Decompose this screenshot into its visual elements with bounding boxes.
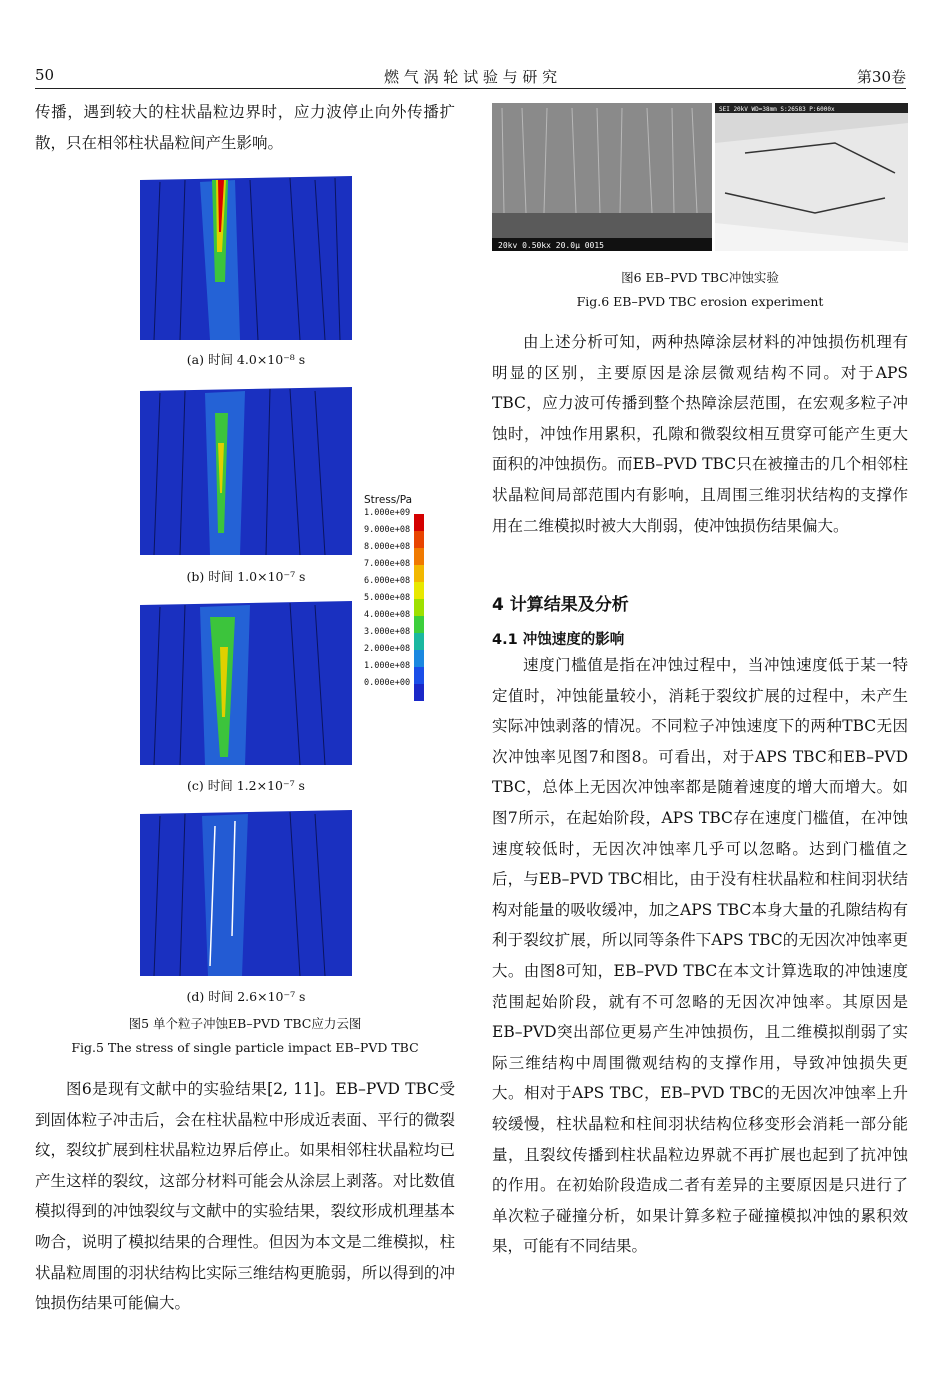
subcaption-a: (a) 时间 4.0×10⁻⁸ s (186, 352, 306, 367)
page-number: 50 (35, 66, 55, 84)
legend-swatch (414, 633, 424, 650)
subcaption-d: (d) 时间 2.6×10⁻⁷ s (186, 989, 306, 1004)
sem-right-label: SEI 20kV WD=38mm S:26583 P:6000x (719, 106, 835, 113)
legend-label: 6.000e+08 (364, 576, 411, 586)
legend-label: 1.000e+08 (364, 661, 411, 671)
legend-label: 5.000e+08 (364, 593, 411, 603)
legend-label: 1.000e+09 (364, 508, 411, 518)
fig5-caption-en: Fig.5 The stress of single particle impact EB–PVD TBC (71, 1040, 419, 1055)
legend-label: 3.000e+08 (364, 627, 411, 637)
legend-swatch (414, 548, 424, 565)
sem-image-right (715, 103, 908, 251)
legend-label: 0.000e+00 (364, 678, 411, 688)
legend-title: Stress/Pa (364, 494, 413, 506)
journal-title: 燃 气 涡 轮 试 验 与 研 究 (384, 68, 558, 86)
section-4-1-heading: 4.1 冲蚀速度的影响 (492, 632, 625, 648)
legend-swatch (414, 565, 424, 582)
sem-left-label: 20kv 0.50kx 20.0μ 0015 (498, 241, 604, 250)
subcaption-c: (c) 时间 1.2×10⁻⁷ s (187, 778, 305, 793)
stress-plot-a (140, 172, 352, 340)
left-bottom-paragraph: 图6是现有文献中的实验结果[2, 11]。EB–PVD TBC受到固体粒子冲击后，会在柱状晶粒中形成近表面、平行的微裂纹，裂纹扩展到柱状晶粒边界后停止。如果相邻柱状晶粒均已产生这样的裂纹，这部分材料可能会从涂层上剥落。对比数值模拟得到的冲蚀裂纹与文献中的实验结果，裂纹形成机理基本吻合，说明了模拟结果的合理性。但因为本文是二维模拟，柱状晶粒周围的羽状结构比实际三维结构更脆弱，所以得到的冲蚀损伤结果可能偏大。 (35, 1080, 455, 1313)
fig6-caption-cn: 图6 EB–PVD TBC冲蚀实验 (621, 270, 779, 285)
legend-swatch (414, 667, 424, 684)
stress-plot-d (140, 806, 352, 976)
stress-plot-b (140, 383, 352, 555)
legend-swatch (414, 684, 424, 701)
legend-label: 9.000e+08 (364, 525, 411, 535)
legend-label: 7.000e+08 (364, 559, 411, 569)
legend-label: 4.000e+08 (364, 610, 411, 620)
legend-swatch (414, 650, 424, 667)
left-top-paragraph: 传播，遇到较大的柱状晶粒边界时，应力波停止向外传播扩散，只在相邻柱状晶粒间产生影响。 (35, 103, 455, 152)
right-paragraph-1: 由上述分析可知，两种热障涂层材料的冲蚀损伤机理有明显的区别，主要原因是涂层微观结构不同。对于APS TBC，应力波可传播到整个热障涂层范围，在宏观多粒子冲蚀时，冲蚀作用累积，孔隙和微裂纹相互贯穿可能产生更大面积的冲蚀损伤。而EB–PVD TBC只在被撞击的几个相邻柱状晶粒间局部范围内有影响，且周围三维羽状结构的支撑作用在二维模拟时被大大削弱，使冲蚀损伤结果偏大。 (492, 333, 908, 535)
legend-swatch (414, 599, 424, 616)
legend-swatch (414, 514, 424, 531)
fig5-caption-cn: 图5 单个粒子冲蚀EB–PVD TBC应力云图 (128, 1016, 362, 1031)
legend-label: 8.000e+08 (364, 542, 411, 552)
stress-plot-c (140, 597, 352, 765)
legend-swatch (414, 531, 424, 548)
fig6-caption-en: Fig.6 EB–PVD TBC erosion experiment (576, 294, 824, 309)
legend-label: 2.000e+08 (364, 644, 411, 654)
legend-swatch (414, 582, 424, 599)
volume-label: 第30卷 (856, 68, 906, 86)
legend-swatch (414, 616, 424, 633)
header-rule (35, 88, 906, 89)
sem-image-left (492, 103, 712, 251)
section-4-heading: 4 计算结果及分析 (492, 595, 629, 615)
right-paragraph-2: 速度门槛值是指在冲蚀过程中，当冲蚀速度低于某一特定值时，冲蚀能量较小，消耗于裂纹扩展的过程中，未产生实际冲蚀剥落的情况。不同粒子冲蚀速度下的两种TBC无因次冲蚀率见图7和图8。可看出，对于APS TBC和EB–PVD TBC，总体上无因次冲蚀率都是随着速度的增大而增大。如图7所示，在起始阶段，APS TBC存在速度门槛值，在冲蚀速度较低时，无因次冲蚀率几乎可以忽略。达到门槛值之后，与EB–PVD TBC相比，由于没有柱状晶粒和柱间羽状结构对能量的吸收缓冲，加之APS TBC本身大量的孔隙结构有利于裂纹扩展，所以同等条件下APS TBC的无因次冲蚀率更大。由图8可知，EB–PVD TBC在本文计算选取的冲蚀速度范围起始阶段，就有不可忽略的无因次冲蚀率。其原因是EB–PVD突出部位更易产生冲蚀损伤，且二维模拟削弱了实际三维结构中周围微观结构的支撑作用，导致冲蚀损失更大。相对于APS TBC，EB–PVD TBC的无因次冲蚀率上升较缓慢，柱状晶粒和柱间羽状结构位移变形会消耗一部分能量，且裂纹传播到柱状晶粒边界就不再扩展也起到了抗冲蚀的作用。在初始阶段造成二者有差异的主要原因是只进行了单次粒子碰撞分析，如果计算多粒子碰撞模拟冲蚀的累积效果，可能有不同结果。 (492, 656, 908, 1256)
subcaption-b: (b) 时间 1.0×10⁻⁷ s (186, 569, 306, 584)
